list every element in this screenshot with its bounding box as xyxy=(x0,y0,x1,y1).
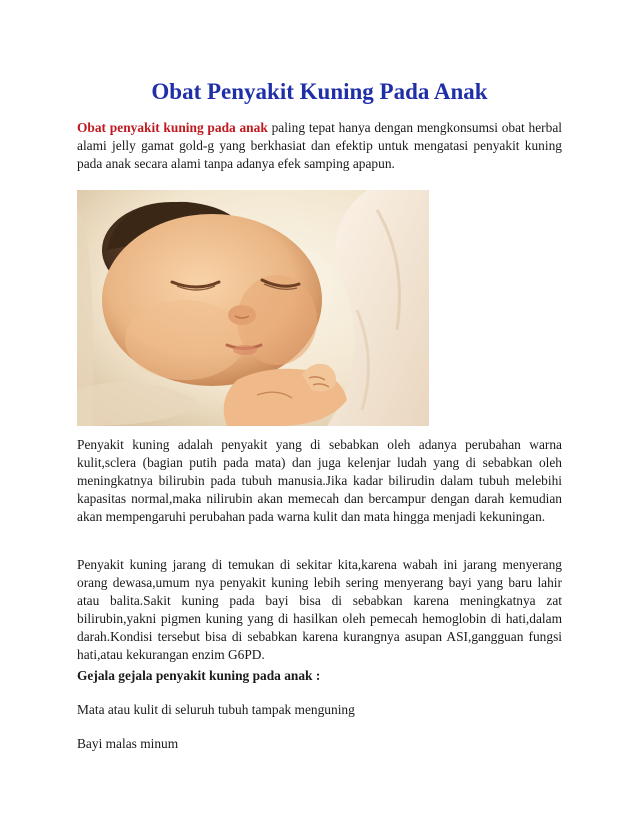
document-title: Obat Penyakit Kuning Pada Anak xyxy=(151,79,488,104)
body-paragraph-2: Penyakit kuning jarang di temukan di sekitar kita,karena wabah ini jarang menyerang orang dewasa,umum nya penyakit kuning lebih sering menyerang bayi yang baru lahir atau balita.Sakit kuning pada bayi bisa di sebabkan karena meningkatnya zat bilirubin,yakni pigmen kuning yang di hasilkan oleh pemecah hemoglobin di hati,dalam darah.Kondisi tersebut bisa di sebabkan karena kurangnya asupan ASI,gangguan fungsi hati,atau kekurangan enzim G6PD. xyxy=(77,557,562,662)
intro-text: paling tepat hanya dengan mengkonsumsi obat herbal alami jelly gamat gold-g yang berkhasiat dan efektip untuk mengatasi penyakit kuning pada anak secara alami tanpa adanya efek samping apapun. xyxy=(77,120,562,171)
sleeping-baby-photo xyxy=(77,190,429,426)
symptom-item-2: Bayi malas minum xyxy=(77,736,179,751)
intro-paragraph xyxy=(77,119,562,173)
symptoms-heading: Gejala gejala penyakit kuning pada anak : xyxy=(77,668,321,683)
intro-lead-link[interactable]: Obat penyakit kuning pada anak xyxy=(77,120,268,135)
body-paragraph-1: Penyakit kuning adalah penyakit yang di sebabkan oleh adanya perubahan warna kulit,sclera (bagian putih pada mata) dan juga kelenjar ludah yang di sebabkan oleh meningkatnya bilirubin pada tubuh manusia.Jika kadar bilirudin dalam tubuh melebihi kapasitas normal,maka nilirubin akan memecah dan bercampur dengan darah kemudian akan mempengaruhi perubahan pada warna kulit dan mata hingga menjadi kekuningan. xyxy=(77,437,562,524)
symptom-item-1: Mata atau kulit di seluruh tubuh tampak menguning xyxy=(77,702,355,717)
